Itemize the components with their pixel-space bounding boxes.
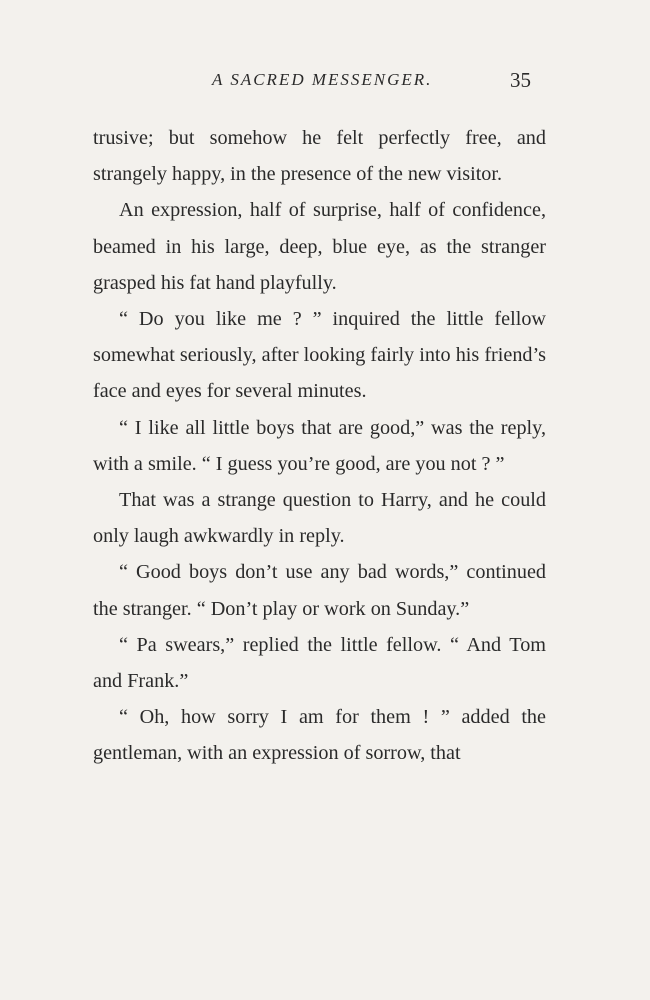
paragraph: “ Do you like me ? ” inquired the little fellow somewhat seriously, after looking fairly into his friend’s face and eyes for several minutes. [93,308,546,403]
paragraph: trusive; but somehow he felt perfectly free, and strangely happy, in the presence of the new visitor. [93,127,546,186]
running-title: A SACRED MESSENGER. [212,70,433,89]
paragraph: That was a strange question to Harry, and he could only laugh awkwardly in reply. [93,489,546,548]
page-number: 35 [510,68,531,92]
page-header [0,70,650,98]
paragraph: “ Pa swears,” replied the little fellow. “ And Tom and Frank.” [93,633,546,693]
paragraph: An expression, half of surprise, half of confidence, beamed in his large, deep, blue eye, as the stranger grasped his fat hand playfully. [93,199,546,294]
paragraph: “ Good boys don’t use any bad words,” continued the stranger. “ Don’t play or work on Sunday.” [93,561,546,620]
paragraph: “ Oh, how sorry I am for them ! ” added the gentleman, with an expression of sorrow, that [93,706,546,765]
body-text [93,120,546,772]
paragraph: “ I like all little boys that are good,” was the reply, with a smile. “ I guess you’re good, are you not ? ” [93,416,546,475]
